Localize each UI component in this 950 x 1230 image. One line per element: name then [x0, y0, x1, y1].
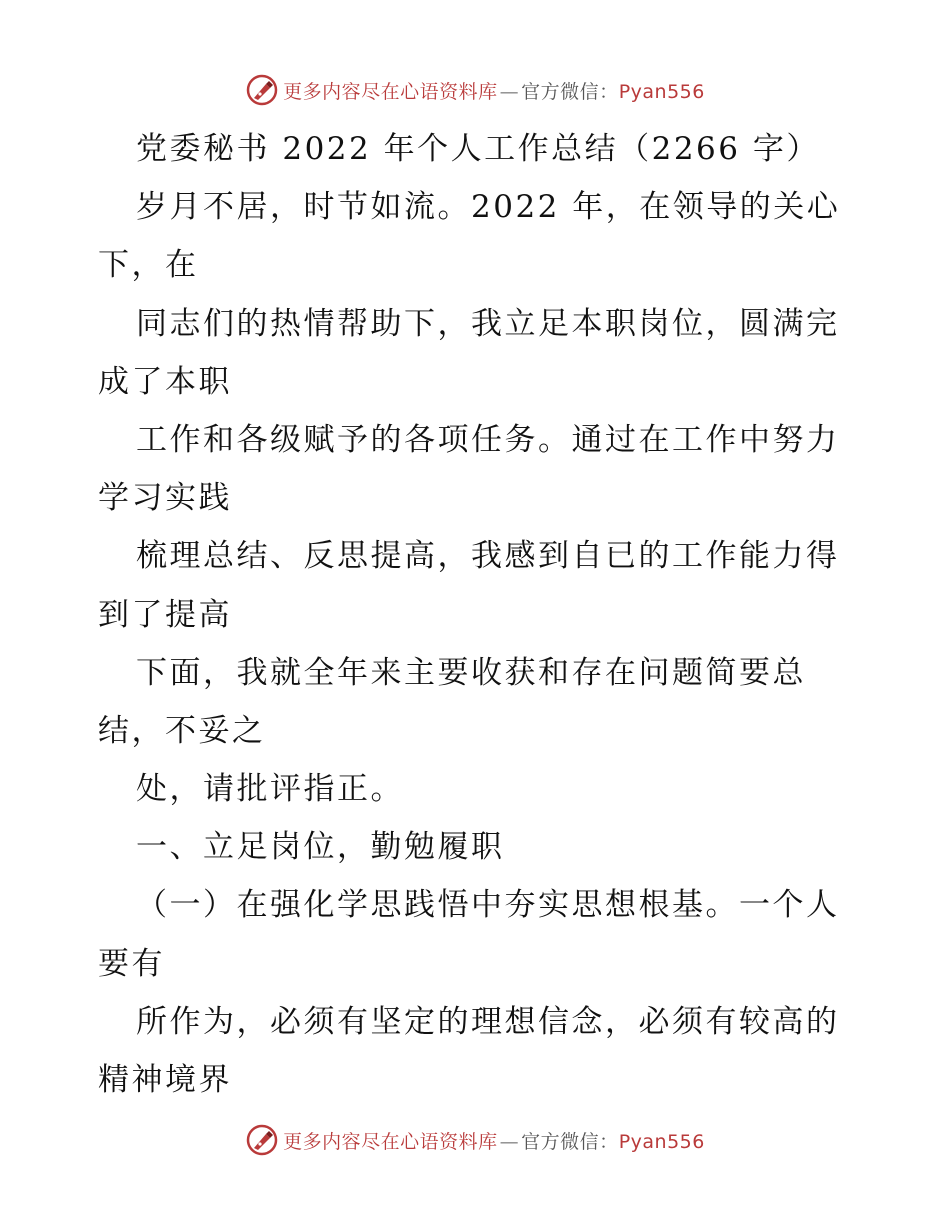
banner-text — [283, 77, 705, 104]
banner-wechat-id: Pyan556 — [618, 80, 705, 103]
text-line: 梳理总结、反思提高，我感到自已的工作能力得 — [136, 538, 840, 575]
footer-watermark-banner — [0, 1120, 950, 1160]
text-line: （一）在强化学思践悟中夯实思想根基。一个人 — [136, 887, 840, 924]
text-line: 要有 — [98, 945, 165, 982]
text-line: 下面，我就全年来主要收获和存在问题简要总 — [136, 654, 806, 691]
banner-wechat-id: Pyan556 — [618, 1130, 705, 1153]
text-line: 结，不妥之 — [98, 712, 266, 749]
text-line: 到了提高 — [98, 596, 232, 633]
document-body — [98, 120, 858, 1109]
text-line: 岁月不居，时节如流。2022 年，在领导的关心 — [136, 189, 841, 226]
pen-nib-logo-icon — [245, 1123, 279, 1157]
banner-wechat-label: 官方微信： — [521, 80, 619, 103]
pen-nib-logo-icon — [245, 73, 279, 107]
text-line: 学习实践 — [98, 480, 232, 517]
text-line: 所作为，必须有坚定的理想信念，必须有较高的 — [136, 1003, 840, 1040]
text-line: 同志们的热情帮助下，我立足本职岗位，圆满完 — [136, 305, 840, 342]
banner-text — [283, 1127, 705, 1154]
text-line: 精神境界 — [98, 1062, 232, 1098]
banner-wechat-label: 官方微信： — [521, 1130, 619, 1153]
header-watermark-banner — [0, 70, 950, 110]
text-line: 处，请批评指正。 — [136, 771, 404, 808]
text-line: 一、立足岗位，勤勉履职 — [136, 829, 505, 866]
banner-title: 更多内容尽在心语资料库 — [283, 80, 498, 103]
text-line: 工作和各级赋予的各项任务。通过在工作中努力 — [136, 421, 840, 458]
text-line: 党委秘书 2022 年个人工作总结（2266 字） — [136, 131, 820, 167]
banner-separator: — — [499, 1130, 520, 1153]
text-line: 下，在 — [98, 247, 199, 284]
text-line: 成了本职 — [98, 363, 232, 400]
banner-separator: — — [499, 80, 520, 103]
banner-title: 更多内容尽在心语资料库 — [283, 1130, 498, 1153]
